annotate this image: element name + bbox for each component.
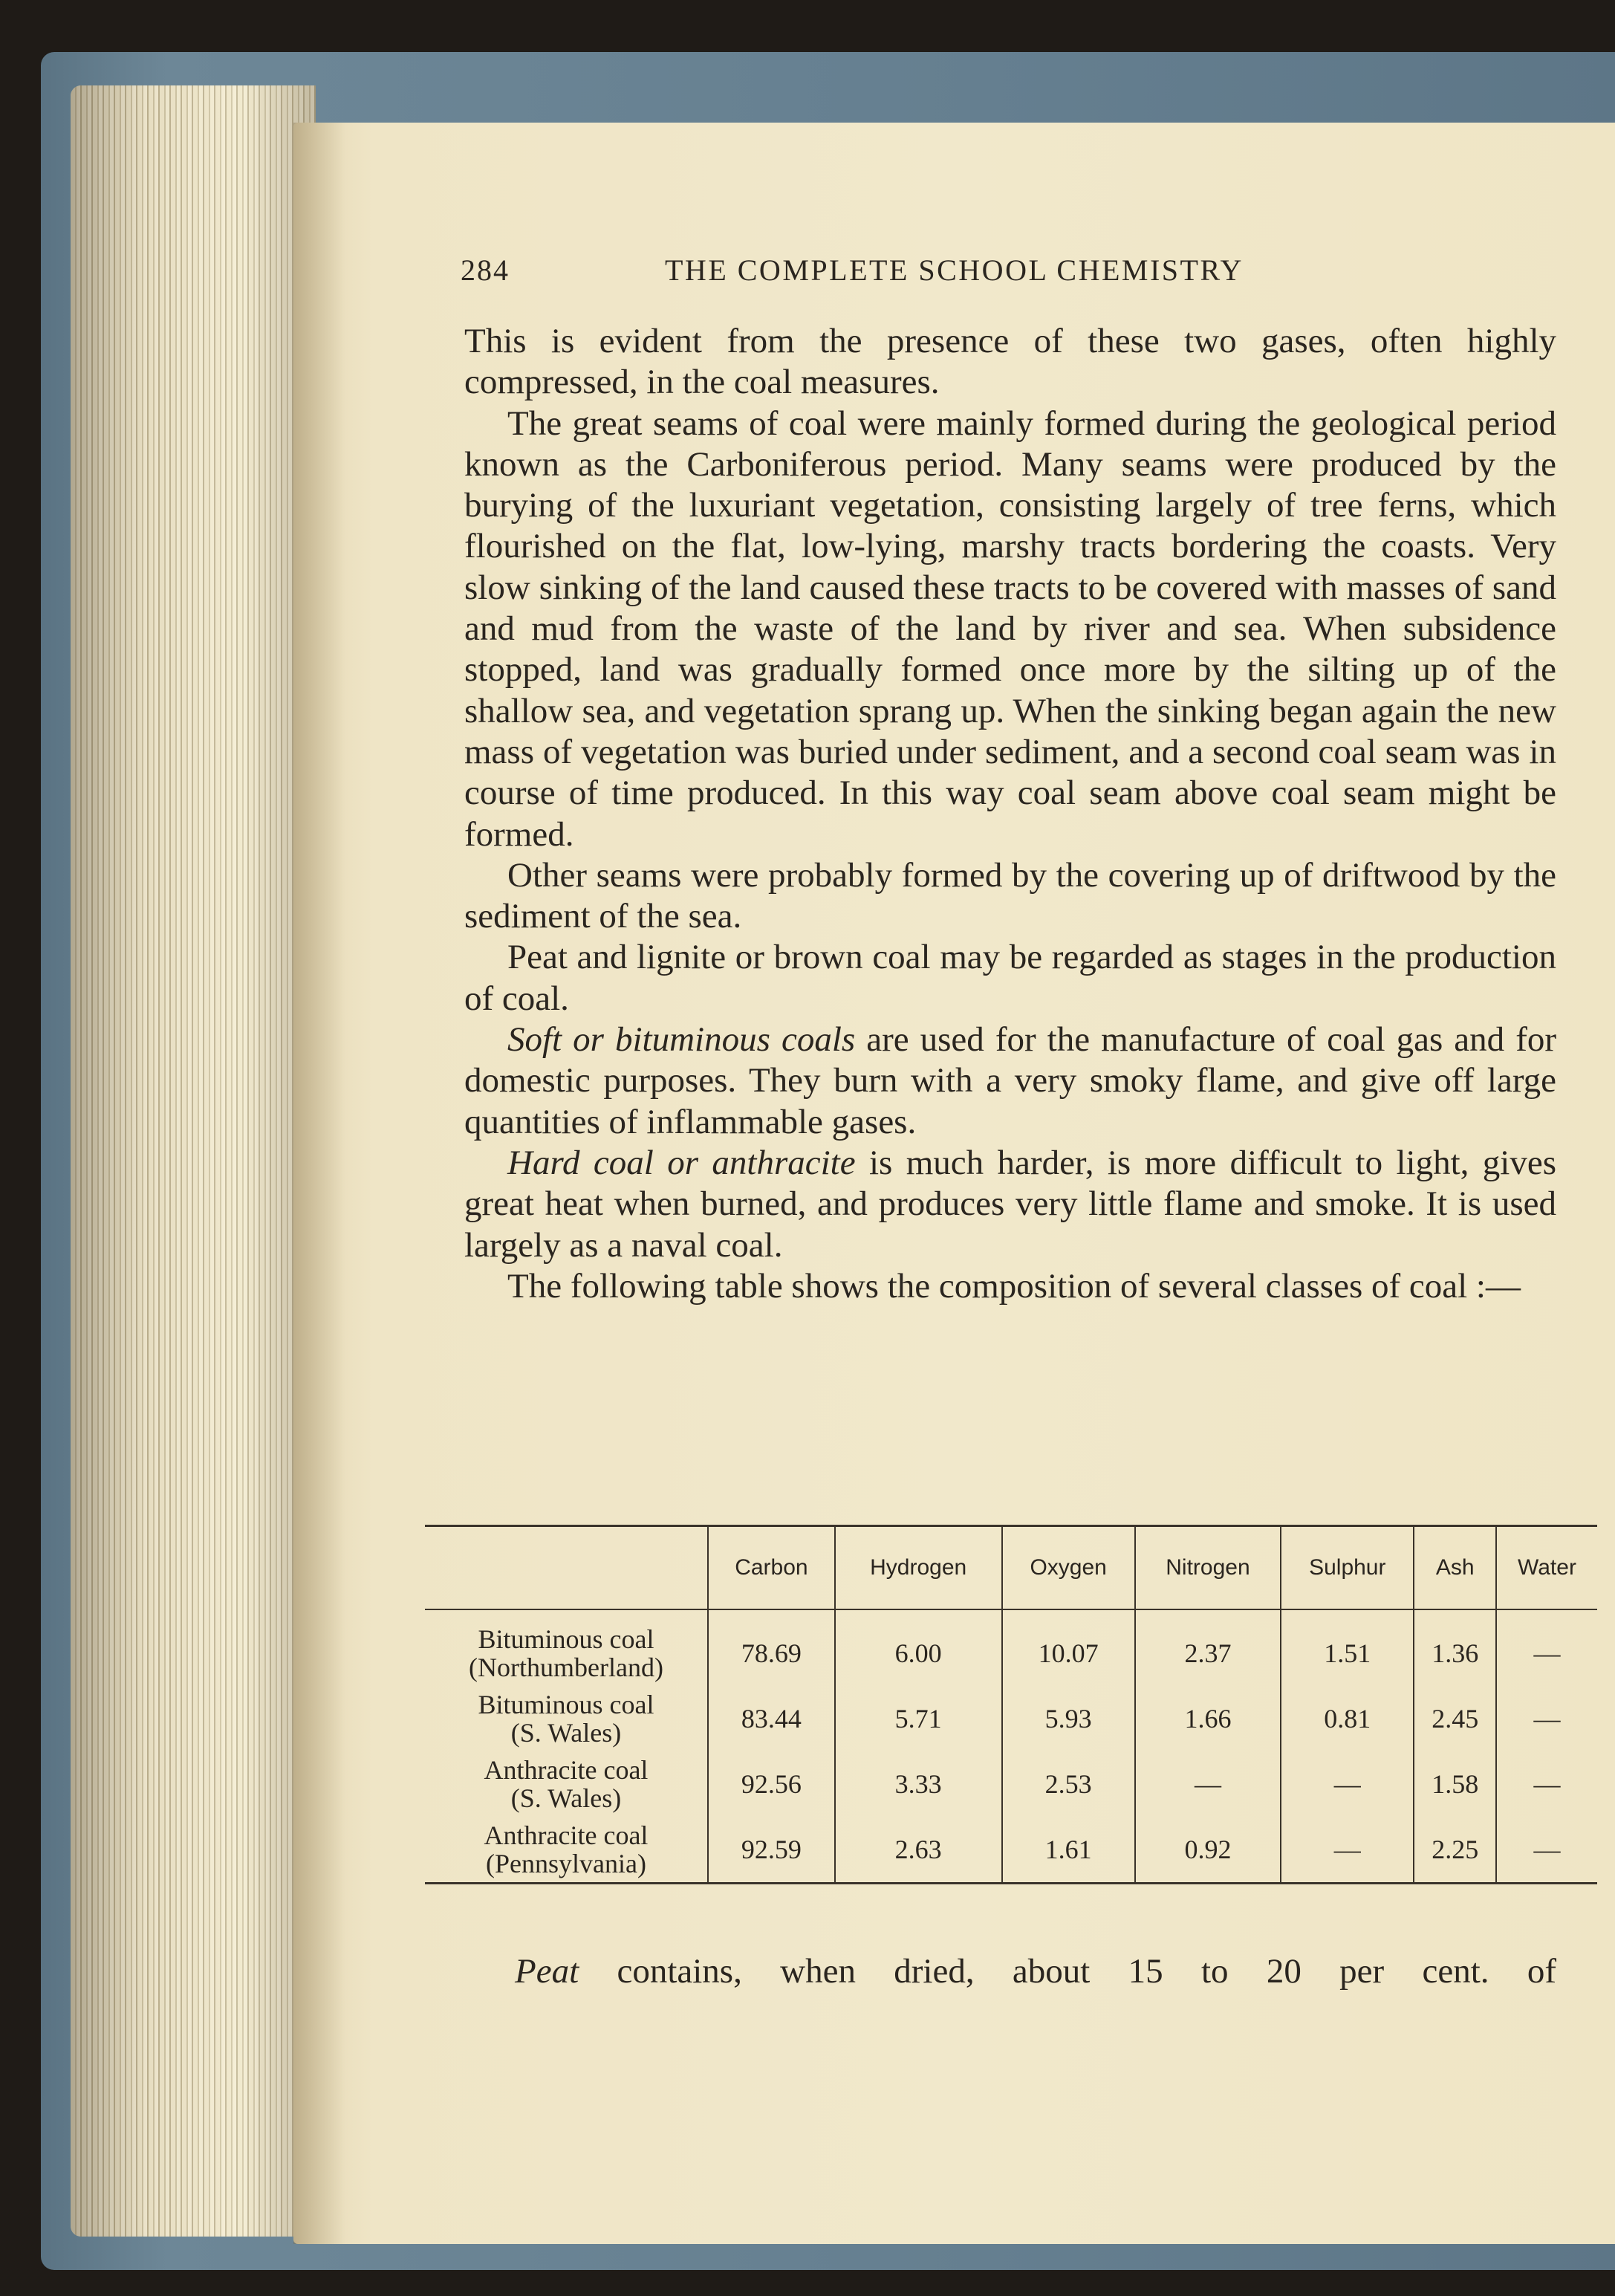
coal-composition-table [425, 1525, 1597, 1884]
table-row [425, 1686, 1597, 1751]
page-edges [71, 85, 316, 2237]
table-cell: 0.92 [1135, 1817, 1281, 1884]
table-cell: 3.33 [835, 1751, 1002, 1817]
table-cell: 5.93 [1002, 1686, 1135, 1751]
row-label [425, 1751, 708, 1817]
row-label-line: (S. Wales) [510, 1783, 622, 1813]
column-header: Ash [1414, 1526, 1496, 1610]
paragraph: This is evident from the presence of these two gases, often highly compressed, in the coal measures. [464, 322, 1556, 402]
row-label-line: (Northumberland) [469, 1653, 663, 1682]
table-cell: — [1281, 1817, 1414, 1884]
table-cell: 92.59 [708, 1817, 835, 1884]
row-label [425, 1609, 708, 1686]
continuing-paragraph [464, 1950, 1556, 1992]
row-label-line: (S. Wales) [510, 1718, 622, 1748]
table-header-row [425, 1526, 1597, 1610]
paragraph: The following table shows the composition of several classes of coal :— [507, 1266, 1521, 1306]
table-cell: 5.71 [835, 1686, 1002, 1751]
paragraph-text: are used for the manufacture of coal gas and for domestic purposes. They burn with a very smoky flame, and give off large quantities of inflammable gases. [464, 1020, 1556, 1141]
table-cell: — [1281, 1751, 1414, 1817]
table-cell: 2.63 [835, 1817, 1002, 1884]
row-label-line: (Pennsylvania) [486, 1849, 646, 1878]
table-cell: 10.07 [1002, 1609, 1135, 1686]
table-cell: — [1135, 1751, 1281, 1817]
body-text [464, 321, 1556, 1307]
table-cell: 1.51 [1281, 1609, 1414, 1686]
table-cell: 78.69 [708, 1609, 835, 1686]
table-cell: — [1496, 1686, 1597, 1751]
paragraph: Other seams were probably formed by the covering up of driftwood by the sediment of the sea. [464, 855, 1556, 936]
column-header: Hydrogen [835, 1526, 1002, 1610]
row-label-line: Bituminous coal [478, 1690, 654, 1719]
table-cell: 2.45 [1414, 1686, 1496, 1751]
column-header: Water [1496, 1526, 1597, 1610]
table-row [425, 1751, 1597, 1817]
table-cell: 0.81 [1281, 1686, 1414, 1751]
table-corner-cell [425, 1526, 708, 1610]
row-label-line: Bituminous coal [478, 1624, 654, 1654]
column-header: Nitrogen [1135, 1526, 1281, 1610]
paragraph-text: is much harder, is more difficult to light, gives great heat when burned, and produces very little flame and smoke. It is used largely as a naval coal. [464, 1143, 1556, 1265]
table-row [425, 1609, 1597, 1686]
table-cell: — [1496, 1751, 1597, 1817]
row-label [425, 1817, 708, 1884]
paragraph: Peat and lignite or brown coal may be regarded as stages in the production of coal. [464, 938, 1556, 1018]
table-cell: 83.44 [708, 1686, 835, 1751]
page-number: 284 [461, 253, 510, 287]
column-header: Oxygen [1002, 1526, 1135, 1610]
table-cell: 2.25 [1414, 1817, 1496, 1884]
italic-term: Hard coal or anthracite [507, 1143, 856, 1182]
table-cell: 2.37 [1135, 1609, 1281, 1686]
paragraph-text: contains, when dried, about 15 to 20 per cent. of [579, 1952, 1556, 1991]
paragraph [464, 1019, 1556, 1143]
table-cell: 1.66 [1135, 1686, 1281, 1751]
column-header: Carbon [708, 1526, 835, 1610]
table-cell: 1.61 [1002, 1817, 1135, 1884]
table-row [425, 1817, 1597, 1884]
italic-term: Peat [515, 1952, 579, 1991]
table-cell: 1.58 [1414, 1751, 1496, 1817]
table-cell: — [1496, 1817, 1597, 1884]
table-cell: 2.53 [1002, 1751, 1135, 1817]
table-cell: — [1496, 1609, 1597, 1686]
row-label-line: Anthracite coal [484, 1820, 649, 1850]
table-cell: 6.00 [835, 1609, 1002, 1686]
italic-term: Soft or bituminous coals [507, 1020, 856, 1060]
table-cell: 1.36 [1414, 1609, 1496, 1686]
row-label-line: Anthracite coal [484, 1755, 649, 1785]
paragraph [464, 1143, 1556, 1266]
row-label [425, 1686, 708, 1751]
table-cell: 92.56 [708, 1751, 835, 1817]
page-title: THE COMPLETE SCHOOL CHEMISTRY [665, 253, 1244, 287]
running-head [461, 253, 1559, 297]
column-header: Sulphur [1281, 1526, 1414, 1610]
paragraph: The great seams of coal were mainly formed during the geological period known as the Carboniferous period. Many seams were produced by the burying of the luxuriant vegetation, consisting largely of tree ferns, which flourished on the flat, low-lying, marshy tracts bordering the coasts. Very slow sinking of the land caused these tracts to be covered with masses of sand and mud from the waste of the land by river and sea. When subsidence stopped, land was gradually formed once more by the silting up of the shallow sea, and vegetation sprang up. When the sinking began again the new mass of vegetation was buried under sediment, and a second coal seam was in course of time produced. In this way coal seam above coal seam might be formed. [464, 403, 1556, 854]
